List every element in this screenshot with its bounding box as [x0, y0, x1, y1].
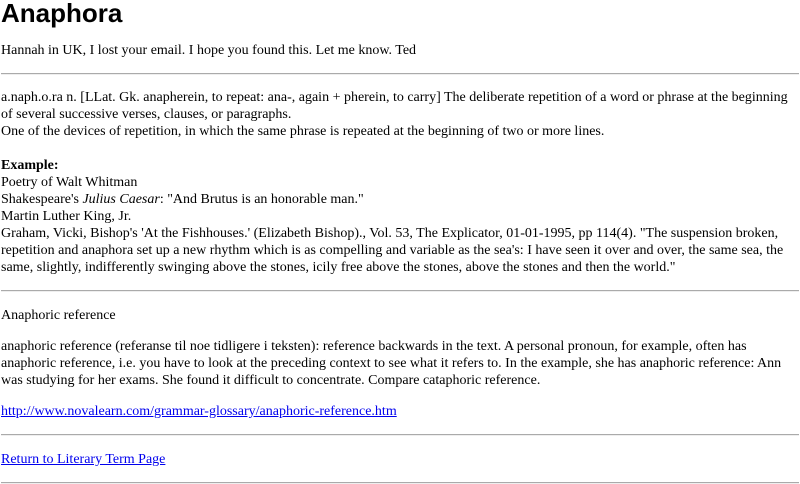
example-heading: Example: [1, 158, 59, 173]
return-link[interactable]: Return to Literary Term Page [1, 452, 166, 467]
definition [1, 89, 799, 140]
definition-description: One of the devices of repetition, in which the same phrase is repeated at the beginning of two or more lines. [1, 124, 605, 139]
definition-etymology: a.naph.o.ra n. [LLat. Gk. anapherein, to repeat: ana-, again + pherein, to carry] The deliberate repetition of a word or phrase at the beginning of several successive verses, clauses, or paragraphs. [1, 90, 788, 122]
page-title: Anaphora [1, 0, 123, 28]
example-item-graham: Graham, Vicki, Bishop's 'At the Fishhouses.' (Elizabeth Bishop)., Vol. 53, The Explicator, 01-01-1995, pp 114(4). "The suspension broken, repetition and anaphora set up a new rhythm which is as compelling and variable as the sea's: I have seen it over and over, the same sea, the same, slightly, indifferently swinging above the stones, icily free above the stones, above the stones and then the world." [1, 226, 784, 275]
example-item-shakespeare [1, 191, 799, 208]
divider [1, 290, 799, 292]
shakespeare-quote: : "And Brutus is an honorable man." [159, 192, 364, 207]
example-item-mlk: Martin Luther King, Jr. [1, 209, 132, 224]
reference-body: anaphoric reference (referanse til noe tidligere i teksten): reference backwards in the text. A personal pronoun, for example, often has anaphoric reference, i.e. you have to look at the preceding context to see what it refers to. In the example, she has anaphoric reference: Ann was studying for her exams. She found it difficult to concentrate. Compare cataphoric reference. [1, 339, 782, 388]
personal-note: Hannah in UK, I lost your email. I hope you found this. Let me know. Ted [1, 43, 417, 58]
reference-link[interactable]: http://www.novalearn.com/grammar-glossary/anaphoric-reference.htm [1, 404, 397, 419]
reference-heading: Anaphoric reference [1, 308, 116, 323]
divider [1, 73, 799, 75]
divider [1, 434, 799, 436]
example-section [1, 157, 799, 276]
shakespeare-prefix: Shakespeare's [1, 192, 83, 207]
shakespeare-title: Julius Caesar [82, 192, 160, 207]
example-item-whitman: Poetry of Walt Whitman [1, 175, 138, 190]
